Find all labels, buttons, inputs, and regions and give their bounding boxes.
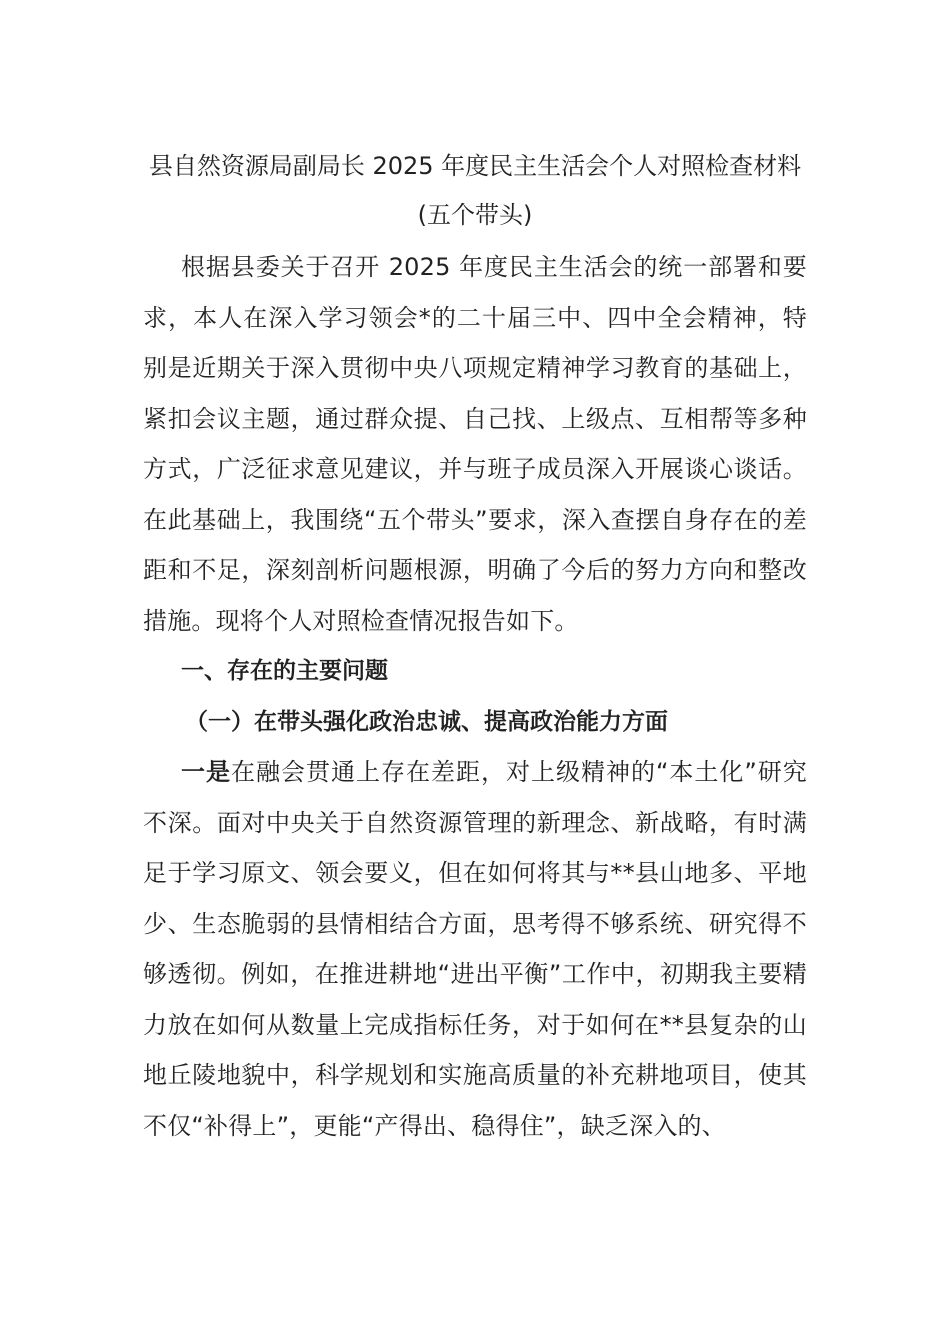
document-body [143,142,807,1151]
intro-paragraph: 根据县委关于召开 2025 年度民主生活会的统一部署和要求，本人在深入学习领会*的二十届三中、四中全会精神，特别是近期关于深入贯彻中央八项规定精神学习教育的基础上，紧扣会议主题，通过群众提、自己找、上级点、互相帮等多种方式，广泛征求意见建议，并与班子成员深入开展谈心谈话。在此基础上，我围绕“五个带头”要求，深入查摆自身存在的差距和不足，深刻剖析问题根源，明确了今后的努力方向和整改措施。现将个人对照检查情况报告如下。 [143,253,807,635]
document-title: 县自然资源局副局长 2025 年度民主生活会个人对照检查材料 [148,152,802,180]
subsection-heading: （一）在带头强化政治忠诚、提高政治能力方面 [185,708,668,735]
point-paragraph [143,747,807,1151]
section-heading: 一、存在的主要问题 [181,658,388,684]
point-text: 在融会贯通上存在差距，对上级精神的“本土化”研究不深。面对中央关于自然资源管理的新理念、新战略，有时满足于学习原文、领会要义，但在如何将其与**县山地多、平地少、生态脆弱的县情相结合方面，思考得不够系统、研究得不够透彻。例如，在推进耕地“进出平衡”工作中，初期我主要精力放在如何从数量上完成指标任务，对于如何在**县复杂的山地丘陵地貌中，科学规划和实施高质量的补充耕地项目，使其不仅“补得上”，更能“产得出、稳得住”，缺乏深入的、 [143,758,807,1140]
document-subtitle: (五个带头) [417,201,533,229]
point-lead: 一是 [181,758,231,786]
